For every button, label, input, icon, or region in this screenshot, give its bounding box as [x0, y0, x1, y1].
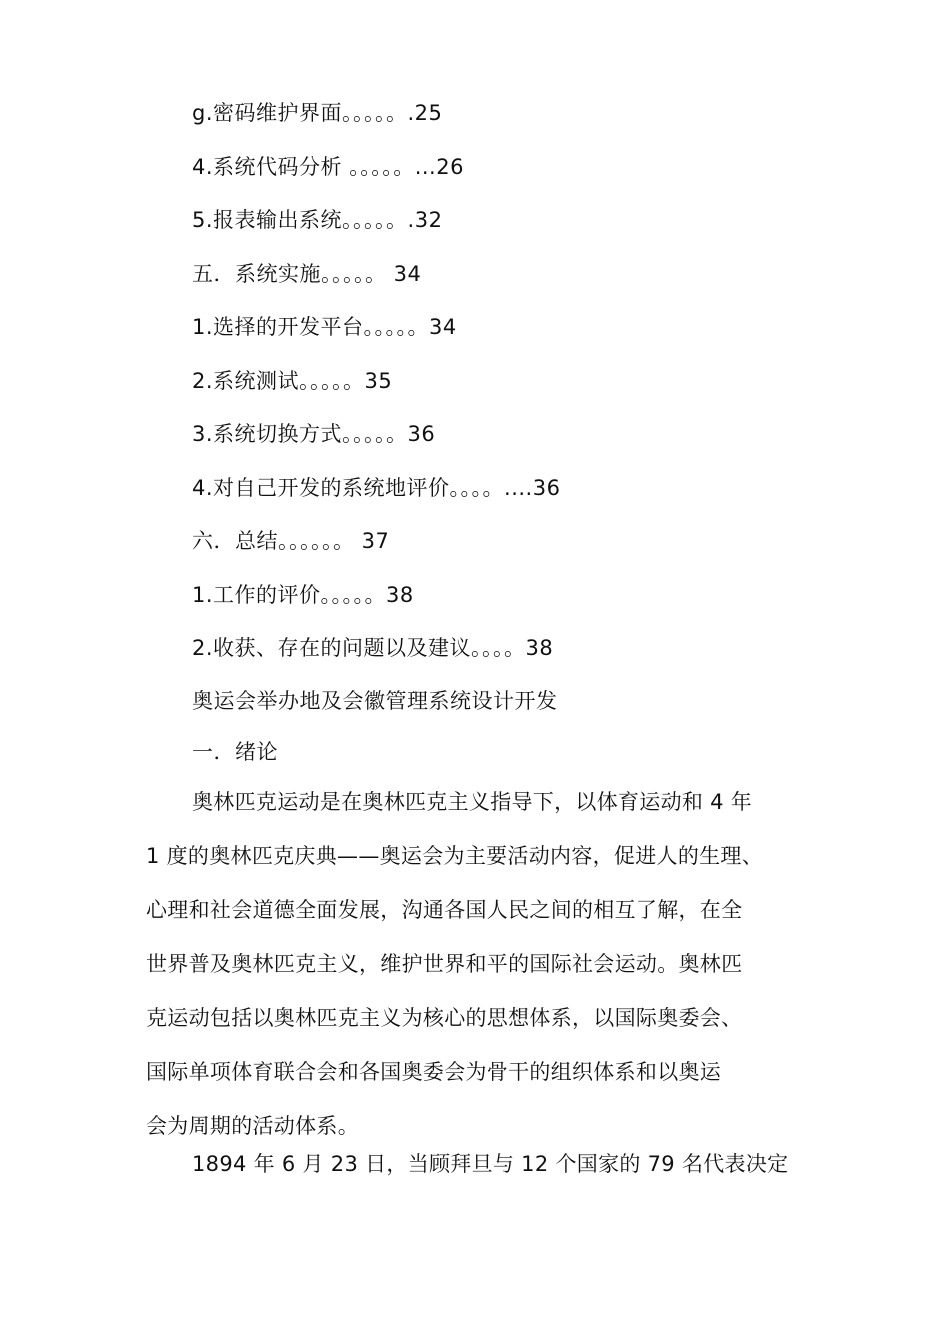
toc-entry-work-evaluation: 1.工作的评价。。。。。38 [192, 583, 414, 607]
toc-entry-report-output: 5.报表输出系统。。。。。.32 [192, 208, 443, 232]
section-heading: 一．绪论 [192, 740, 278, 764]
toc-entry-switchover: 3.系统切换方式。。。。。36 [192, 422, 436, 446]
paragraph-line: 会为周期的活动体系。 [146, 1114, 359, 1138]
document-title: 奥运会举办地及会徽管理系统设计开发 [192, 689, 558, 713]
toc-entry-summary: 六．总结。。。。。。 37 [192, 529, 390, 553]
paragraph-line: 奥林匹克运动是在奥林匹克主义指导下，以体育运动和 4 年 [192, 790, 753, 814]
paragraph-line: 1894 年 6 月 23 日，当顾拜旦与 12 个国家的 79 名代表决定 [192, 1152, 789, 1176]
toc-entry-password-maintenance: g.密码维护界面。。。。。.25 [192, 101, 443, 125]
toc-entry-code-analysis: 4.系统代码分析 。。。。。...26 [192, 155, 464, 179]
toc-entry-self-evaluation: 4.对自己开发的系统地评价。。。。....36 [192, 476, 561, 500]
toc-entry-system-implementation: 五．系统实施。。。。。 34 [192, 262, 422, 286]
paragraph-line: 克运动包括以奥林匹克主义为核心的思想体系，以国际奥委会、 [146, 1006, 743, 1030]
paragraph-line: 世界普及奥林匹克主义，维护世界和平的国际社会运动。奥林匹 [146, 952, 743, 976]
toc-entry-dev-platform: 1.选择的开发平台。。。。。34 [192, 315, 457, 339]
paragraph-olympic-movement [146, 775, 816, 1153]
paragraph-history [146, 1137, 816, 1191]
toc-entry-system-test: 2.系统测试。。。。。35 [192, 369, 393, 393]
paragraph-line: 国际单项体育联合会和各国奥委会为骨干的组织体系和以奥运 [146, 1060, 722, 1084]
toc-entry-gains-problems: 2.收获、存在的问题以及建议。。。。38 [192, 636, 554, 660]
paragraph-line: 1 度的奥林匹克庆典——奥运会为主要活动内容，促进人的生理、 [146, 844, 764, 868]
paragraph-line: 心理和社会道德全面发展，沟通各国人民之间的相互了解，在全 [146, 898, 743, 922]
